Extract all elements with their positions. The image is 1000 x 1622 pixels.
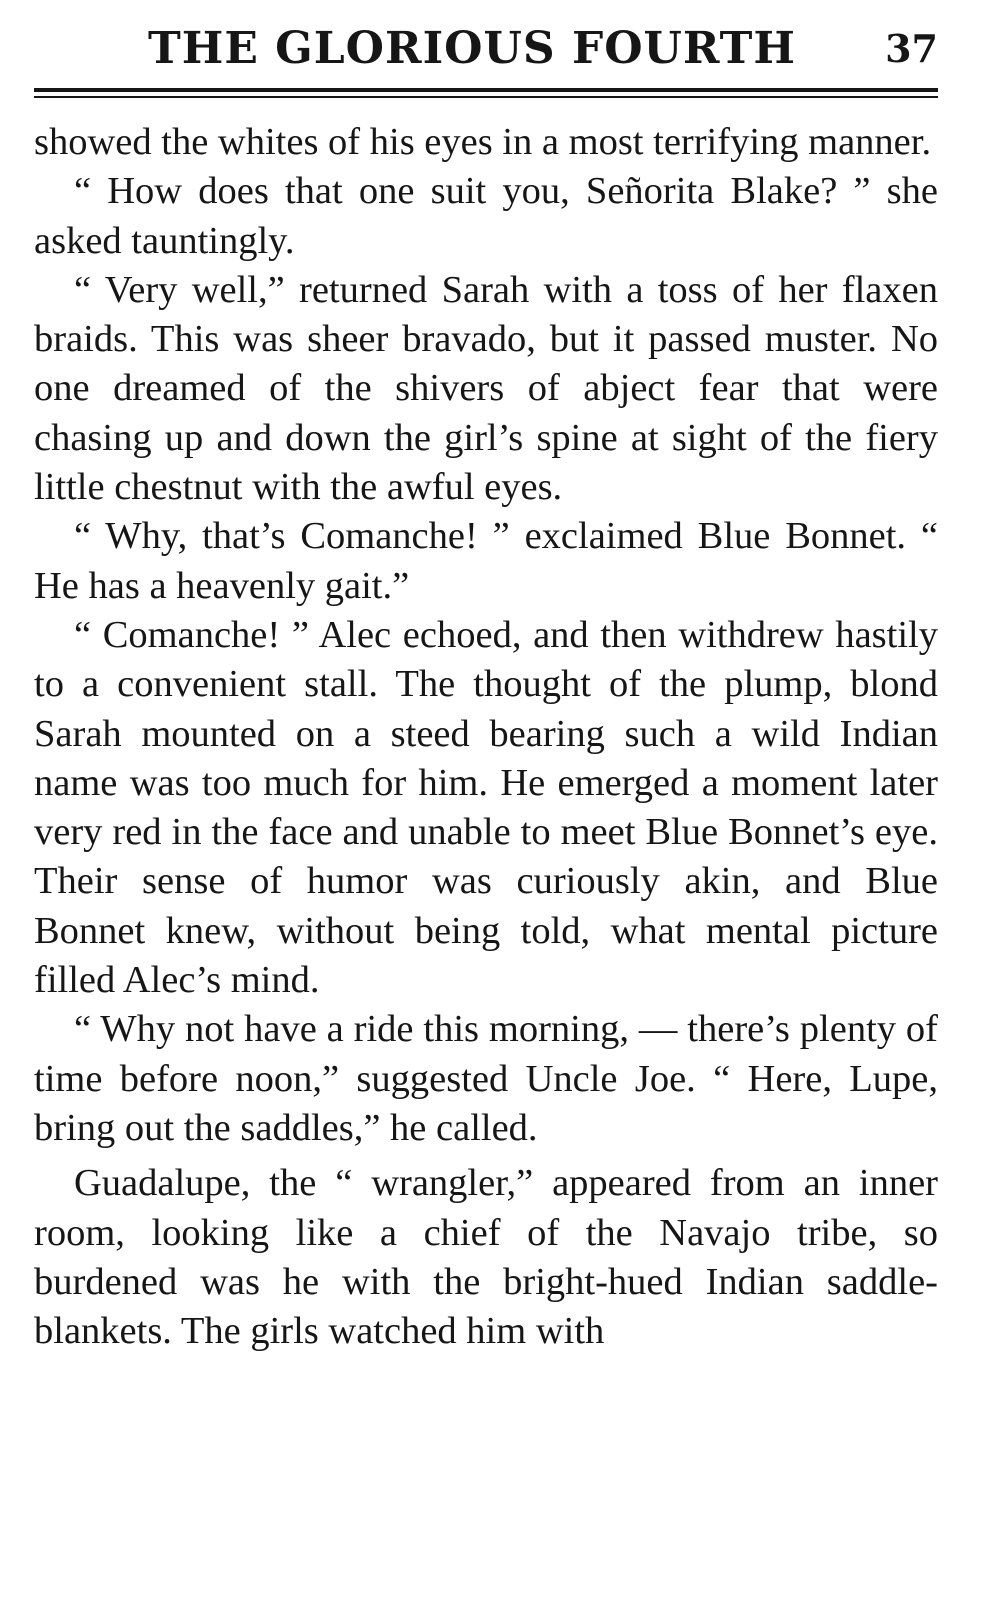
paragraph: “ Why, that’s Comanche! ” exclaimed Blue Bonnet. “ He has a heavenly gait.” <box>34 515 938 607</box>
book-page <box>34 0 938 1622</box>
page-header <box>34 18 938 80</box>
body-text <box>34 118 938 1356</box>
header-rule-thin <box>34 96 938 98</box>
paragraph: “ How does that one suit you, Señorita Blake? ” she asked tauntingly. <box>34 170 938 262</box>
paragraph: Guadalupe, the “ wrangler,” appeared from an inner room, looking like a chief of the Navajo tribe, so burdened was he with the bright-hued Indian saddle-blankets. The girls watched him with <box>34 1162 938 1353</box>
paragraph: “ Comanche! ” Alec echoed, and then withdrew hastily to a convenient stall. The thought of the plump, blond Sarah mounted on a steed bearing such a wild Indian name was too much for him. He emerged a moment later very red in the face and unable to meet Blue Bonnet’s eye. Their sense of humor was curiously akin, and Blue Bonnet knew, without being told, what mental picture filled Alec’s mind. <box>34 613 938 1002</box>
header-rule-thick <box>34 88 938 92</box>
paragraph: “ Very well,” returned Sarah with a toss of her flaxen braids. This was sheer bravado, but it passed muster. No one dreamed of the shivers of abject fear that were chasing up and down the girl’s spine at sight of the fiery little chestnut with the awful eyes. <box>34 268 938 509</box>
paragraph: showed the whites of his eyes in a most terrifying manner. <box>34 121 932 163</box>
paragraph: “ Why not have a ride this morning, — there’s plenty of time before noon,” suggested Uncle Joe. “ Here, Lupe, bring out the saddles,” he called. <box>34 1008 938 1149</box>
running-title: THE GLORIOUS FOURTH <box>148 23 796 74</box>
page-number: 37 <box>885 26 938 71</box>
